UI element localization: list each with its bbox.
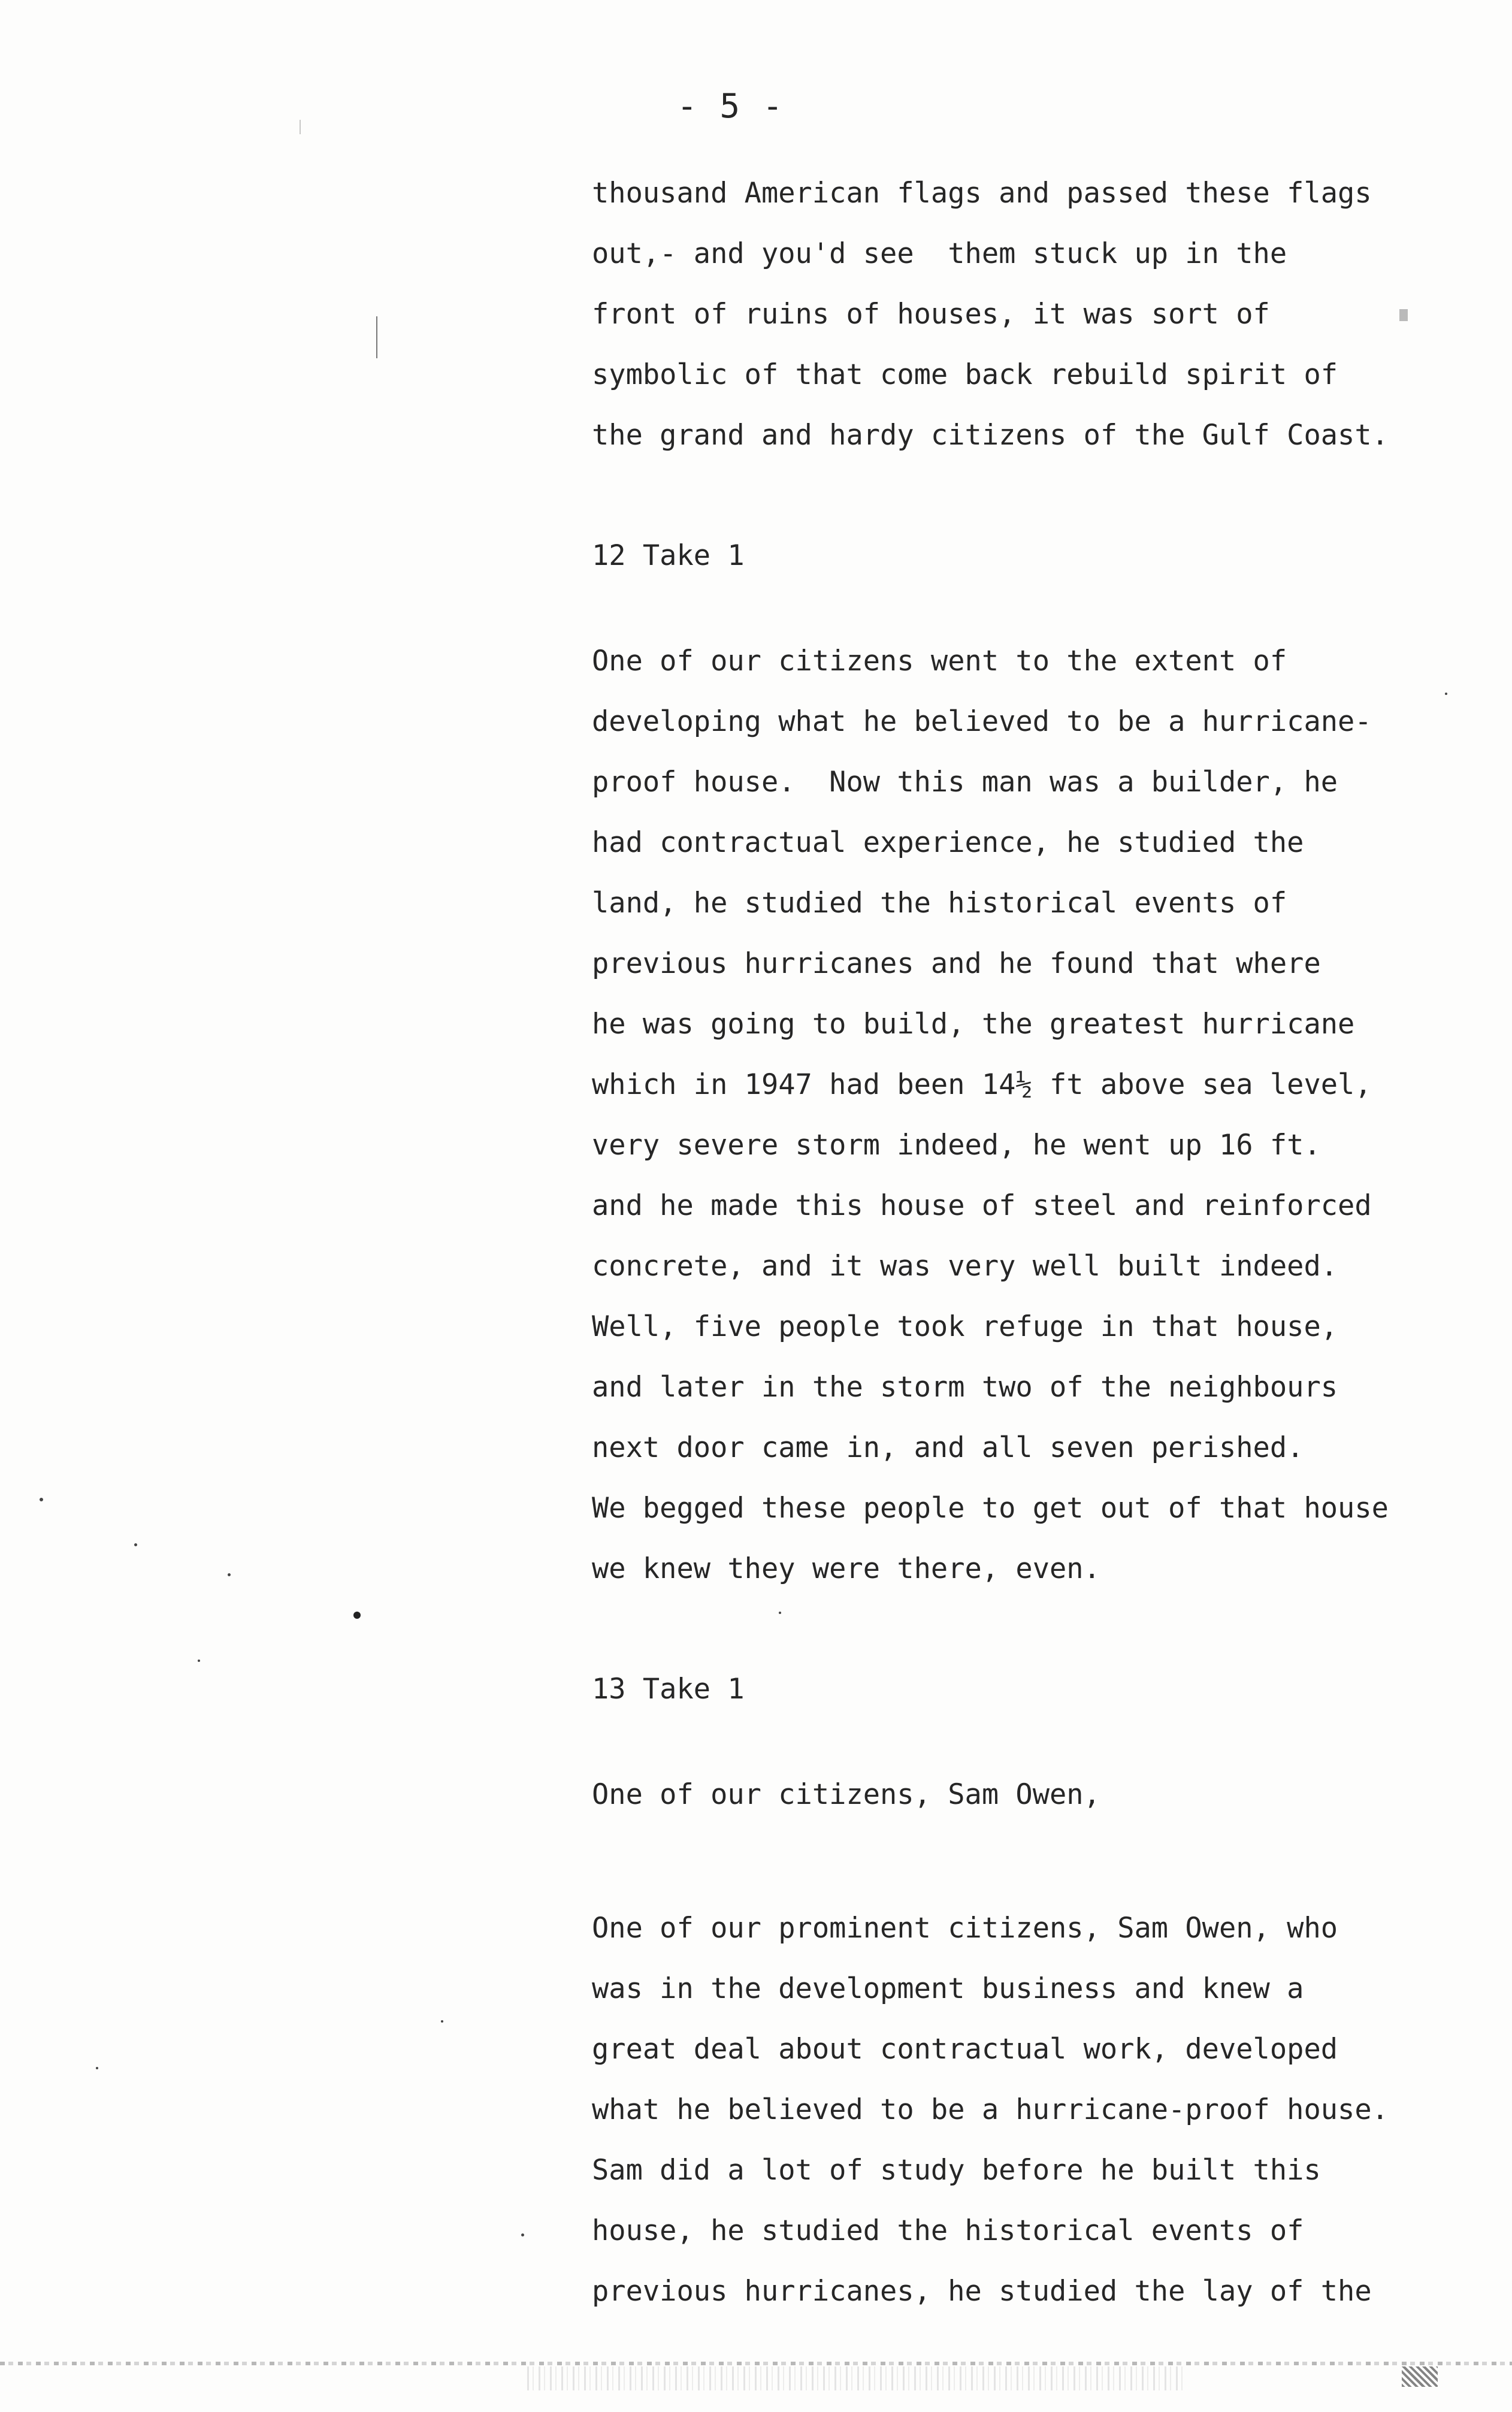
text-line: and he made this house of steel and reinforced (592, 1189, 1372, 1222)
text-line: out,- and you'd see them stuck up in the (592, 237, 1287, 270)
text-line: Sam did a lot of study before he built this (592, 2154, 1321, 2187)
text-line: thousand American flags and passed these flags (592, 177, 1372, 210)
text-line: proof house. Now this man was a builder, he (592, 766, 1338, 799)
text-line: One of our citizens, Sam Owen, (592, 1778, 1100, 1811)
text-line: we knew they were there, even. (592, 1552, 1100, 1585)
text-line: had contractual experience, he studied the (592, 826, 1304, 859)
text-line: the grand and hardy citizens of the Gulf Coast. (592, 419, 1389, 452)
text-line: Well, five people took refuge in that house, (592, 1310, 1338, 1343)
scan-corner-mark (1402, 2366, 1438, 2387)
paragraph-sam-owen-short (592, 1764, 1454, 1825)
text-line: he was going to build, the greatest hurricane (592, 1008, 1355, 1041)
scan-speck (228, 1573, 231, 1576)
text-line: which in 1947 had been 14½ ft above sea level, (592, 1068, 1372, 1101)
scan-speck (1445, 693, 1447, 695)
text-line: great deal about contractual work, developed (592, 2033, 1338, 2066)
text-line: We begged these people to get out of that house (592, 1492, 1389, 1525)
paragraph-flags (592, 163, 1454, 466)
scan-speck (134, 1543, 137, 1546)
text-column (592, 163, 1454, 2322)
scan-speck (40, 1498, 43, 1501)
paragraph-sam-owen (592, 1898, 1454, 2322)
scan-speck (353, 1612, 361, 1619)
scan-speck (96, 2067, 98, 2069)
scan-speck (521, 2233, 524, 2236)
page-number: - 5 - (677, 87, 784, 126)
text-line: next door came in, and all seven perished. (592, 1431, 1304, 1464)
scan-speck (441, 2020, 443, 2023)
text-line: and later in the storm two of the neighbours (592, 1371, 1338, 1404)
scan-mark (300, 120, 301, 134)
scan-speck (198, 1660, 200, 1662)
text-line: previous hurricanes and he found that where (592, 947, 1321, 980)
scan-speck (779, 1612, 781, 1614)
text-line: front of ruins of houses, it was sort of (592, 298, 1270, 331)
text-line: was in the development business and knew a (592, 1972, 1304, 2005)
paragraph-hurricane-proof-house (592, 631, 1454, 1599)
text-line: One of our citizens went to the extent of (592, 645, 1287, 678)
text-line: what he believed to be a hurricane-proof house. (592, 2093, 1389, 2126)
take-label-13: 13 Take 1 (592, 1673, 745, 1706)
text-line: previous hurricanes, he studied the lay of the (592, 2275, 1372, 2308)
text-line: house, he studied the historical events of (592, 2214, 1304, 2247)
text-line: developing what he believed to be a hurricane- (592, 705, 1372, 738)
text-line: One of our prominent citizens, Sam Owen, who (592, 1912, 1338, 1945)
text-line: symbolic of that come back rebuild spirit of (592, 358, 1338, 391)
take-label-12: 12 Take 1 (592, 539, 745, 572)
text-line: land, he studied the historical events of (592, 887, 1287, 920)
text-line: concrete, and it was very well built indeed. (592, 1250, 1338, 1283)
scan-edge-noise (527, 2366, 1186, 2390)
scan-mark (1399, 309, 1408, 321)
scan-mark (376, 316, 377, 358)
text-line: very severe storm indeed, he went up 16 ft. (592, 1129, 1321, 1162)
scan-edge-noise (0, 2362, 1512, 2365)
